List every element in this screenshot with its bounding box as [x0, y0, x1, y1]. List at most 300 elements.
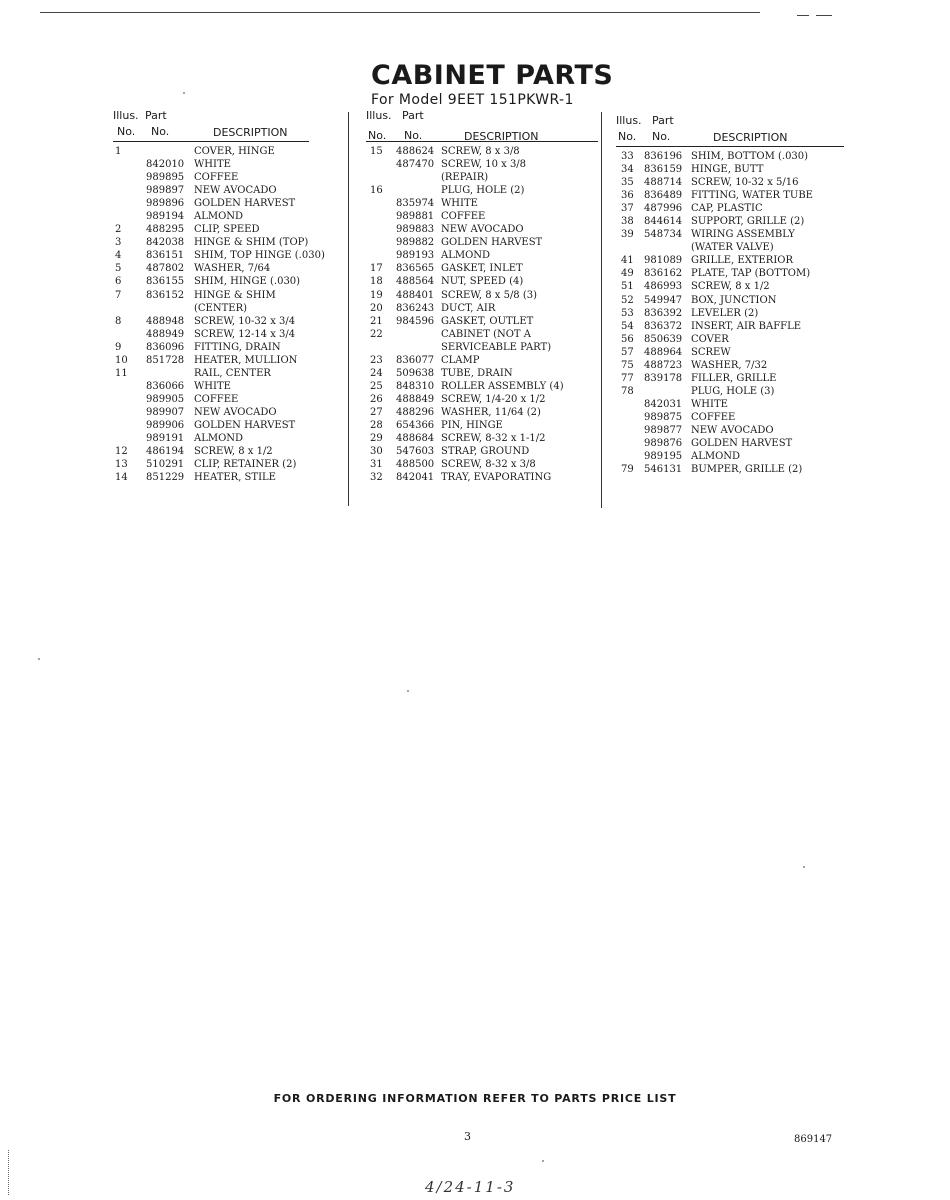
- part-number: 488723: [644, 359, 683, 371]
- part-number: 836372: [644, 320, 683, 332]
- illus-number: 7: [115, 289, 122, 301]
- page-title: CABINET PARTS: [371, 60, 614, 91]
- part-description: CLIP, RETAINER (2): [194, 459, 297, 471]
- illus-number: 2: [115, 224, 122, 236]
- scan-speck: [183, 92, 185, 94]
- part-description: COFFEE: [441, 211, 486, 223]
- illus-number: 77: [621, 372, 634, 384]
- parts-row: [113, 341, 309, 354]
- part-header: Part: [652, 114, 674, 127]
- parts-row: [113, 158, 309, 171]
- illus-no-header: No.: [117, 125, 136, 138]
- scan-speck: [38, 658, 40, 660]
- part-number: 842041: [396, 472, 435, 484]
- illus-number: 28: [370, 419, 383, 431]
- illus-header: Illus.: [113, 109, 139, 122]
- part-description: CAP, PLASTIC: [691, 203, 763, 215]
- part-description: ALMOND: [691, 451, 741, 463]
- part-description: SCREW, 8 x 3/8: [441, 146, 520, 157]
- illus-number: 24: [370, 367, 383, 379]
- parts-row: [366, 380, 598, 393]
- parts-row: [616, 202, 844, 215]
- parts-row: [113, 302, 309, 315]
- part-description: WHITE: [441, 198, 478, 210]
- part-number: 836096: [146, 341, 185, 353]
- part-description: (WATER VALVE): [691, 242, 774, 254]
- illus-number: 5: [115, 263, 122, 275]
- parts-row: [616, 280, 844, 293]
- parts-row: [616, 320, 844, 333]
- part-description: WASHER, 7/32: [691, 359, 768, 371]
- part-description: WASHER, 7/64: [194, 263, 271, 275]
- part-number: 836243: [396, 302, 435, 314]
- part-description: COVER, HINGE: [194, 146, 275, 157]
- parts-list: [616, 150, 844, 476]
- part-number: 546131: [644, 464, 683, 476]
- illus-number: 27: [370, 406, 383, 418]
- part-number: 835974: [396, 198, 435, 210]
- part-number: 989883: [396, 224, 435, 236]
- part-description: COVER: [691, 333, 729, 345]
- part-number: 488401: [396, 289, 435, 301]
- parts-row: [616, 189, 844, 202]
- part-header: Part: [402, 109, 424, 122]
- part-number: 989896: [146, 198, 185, 210]
- document-number: 869147: [794, 1134, 833, 1145]
- parts-row: [113, 419, 309, 432]
- part-description: RAIL, CENTER: [194, 367, 271, 379]
- illus-no-header: No.: [618, 130, 637, 143]
- illus-number: 4: [115, 250, 122, 262]
- parts-row: [113, 367, 309, 380]
- illus-number: 34: [621, 164, 634, 176]
- illus-number: 37: [621, 203, 634, 215]
- parts-row: [113, 184, 309, 197]
- part-number: 989875: [644, 411, 683, 423]
- parts-row: [113, 223, 309, 236]
- part-description: SHIM, TOP HINGE (.030): [194, 250, 325, 262]
- part-description: ALMOND: [194, 211, 244, 223]
- part-description: BOX, JUNCTION: [691, 294, 777, 306]
- part-description: SHIM, BOTTOM (.030): [691, 151, 809, 162]
- parts-row: [616, 359, 844, 372]
- part-number: 488948: [146, 315, 185, 327]
- parts-list: [366, 145, 598, 484]
- illus-number: 19: [370, 289, 383, 301]
- illus-number: 16: [370, 185, 383, 197]
- parts-row: [366, 406, 598, 419]
- illus-number: 12: [115, 446, 128, 458]
- parts-row: [366, 184, 598, 197]
- parts-row: [366, 262, 598, 275]
- illus-number: 10: [115, 354, 128, 366]
- part-number: 836489: [644, 190, 683, 202]
- illus-number: 30: [370, 446, 383, 458]
- part-number: 654366: [396, 419, 435, 431]
- parts-row: [616, 463, 844, 476]
- parts-row: [616, 346, 844, 359]
- part-number: 989876: [644, 438, 683, 450]
- parts-row: [616, 450, 844, 463]
- parts-row: [366, 458, 598, 471]
- part-number: 548734: [644, 229, 683, 241]
- part-number: 486993: [644, 281, 683, 293]
- part-number: 836077: [396, 354, 435, 366]
- illus-number: 1: [115, 146, 122, 157]
- part-number: 851229: [146, 472, 185, 484]
- model-subtitle: For Model 9EET 151PKWR-1: [371, 92, 574, 108]
- part-number: 488564: [396, 276, 435, 288]
- part-description: SCREW, 8 x 5/8 (3): [441, 289, 538, 301]
- page-number: 3: [464, 1130, 471, 1143]
- illus-header: Illus.: [616, 114, 642, 127]
- parts-row: [366, 158, 598, 171]
- part-number: 989881: [396, 211, 435, 223]
- part-description: FITTING, DRAIN: [194, 341, 281, 353]
- top-rule: [40, 12, 760, 13]
- parts-row: [113, 275, 309, 288]
- part-description: WIRING ASSEMBLY: [691, 229, 795, 241]
- part-description: WHITE: [691, 398, 728, 410]
- parts-row: [616, 437, 844, 450]
- part-description: SCREW, 10-32 x 5/16: [691, 177, 799, 189]
- illus-number: 51: [621, 281, 634, 293]
- part-description: SCREW, 10-32 x 3/4: [194, 315, 296, 327]
- scan-speck: [803, 866, 805, 868]
- part-description: WASHER, 11/64 (2): [441, 406, 541, 418]
- parts-column-1: [113, 109, 325, 484]
- illus-number: 41: [621, 255, 634, 267]
- part-description: COFFEE: [194, 172, 239, 184]
- parts-row: [616, 294, 844, 307]
- part-number: 836392: [644, 307, 683, 319]
- part-no-header: No.: [404, 129, 423, 142]
- part-no-header: No.: [151, 125, 170, 138]
- illus-number: 35: [621, 177, 634, 189]
- part-description: GOLDEN HARVEST: [691, 438, 793, 450]
- parts-row: [113, 236, 309, 249]
- parts-row: [366, 367, 598, 380]
- parts-row: [366, 249, 598, 262]
- parts-row: [113, 315, 309, 328]
- parts-row: [616, 385, 844, 398]
- parts-row: [366, 223, 598, 236]
- parts-row: [616, 307, 844, 320]
- scan-speck: [407, 690, 409, 692]
- part-number: 836162: [644, 268, 683, 280]
- illus-number: 39: [621, 229, 634, 241]
- parts-row: [616, 267, 844, 280]
- part-description: NEW AVOCADO: [194, 185, 277, 197]
- part-description: GOLDEN HARVEST: [194, 419, 296, 431]
- part-description: DUCT, AIR: [441, 302, 496, 314]
- part-number: 989877: [644, 424, 683, 436]
- part-number: 487802: [146, 263, 185, 275]
- part-description: HEATER, MULLION: [194, 354, 298, 366]
- part-number: 486194: [146, 446, 185, 458]
- column-header: [113, 109, 309, 142]
- part-number: 989194: [146, 211, 185, 223]
- part-description: SCREW, 1/4-20 x 1/2: [441, 393, 546, 405]
- part-description: COFFEE: [194, 393, 239, 405]
- illus-number: 25: [370, 380, 383, 392]
- part-description: HINGE & SHIM (TOP): [194, 237, 309, 249]
- description-header: DESCRIPTION: [464, 130, 539, 143]
- part-description: FILLER, GRILLE: [691, 372, 777, 384]
- part-number: 509638: [396, 367, 435, 379]
- part-number: 842010: [146, 159, 185, 171]
- handwritten-note: 4/24-11-3: [425, 1178, 516, 1196]
- illus-number: 33: [621, 151, 634, 162]
- parts-row: [366, 432, 598, 445]
- illus-number: 52: [621, 294, 634, 306]
- column-header: [616, 114, 844, 147]
- part-number: 844614: [644, 216, 683, 228]
- part-header: Part: [145, 109, 167, 122]
- illus-number: 38: [621, 216, 634, 228]
- illus-no-header: No.: [368, 129, 387, 142]
- part-number: 547603: [396, 446, 435, 458]
- illus-number: 49: [621, 268, 634, 280]
- parts-row: [616, 163, 844, 176]
- parts-row: [113, 445, 309, 458]
- parts-row: [366, 275, 598, 288]
- part-description: HEATER, STILE: [194, 472, 276, 484]
- part-number: 850639: [644, 333, 683, 345]
- parts-row: [366, 471, 598, 484]
- part-number: 487996: [644, 203, 683, 215]
- illus-number: 29: [370, 433, 383, 445]
- illus-number: 17: [370, 263, 383, 275]
- illus-number: 53: [621, 307, 634, 319]
- part-number: 488296: [396, 406, 435, 418]
- illus-number: 8: [115, 315, 122, 327]
- part-description: BUMPER, GRILLE (2): [691, 464, 803, 476]
- parts-row: [113, 210, 309, 223]
- parts-column-2: [366, 109, 598, 484]
- part-number: 836565: [396, 263, 435, 275]
- illus-number: 20: [370, 302, 383, 314]
- parts-row: [113, 289, 309, 302]
- part-description: SCREW, 8 x 1/2: [194, 446, 273, 458]
- part-description: CLAMP: [441, 354, 480, 366]
- part-description: SUPPORT, GRILLE (2): [691, 216, 805, 228]
- part-description: GASKET, INLET: [441, 263, 523, 275]
- scan-edge-marks: [8, 1150, 10, 1195]
- parts-row: [366, 445, 598, 458]
- top-dash: [816, 15, 832, 16]
- illus-number: 14: [115, 472, 128, 484]
- part-description: (CENTER): [194, 302, 248, 314]
- part-description: ALMOND: [194, 433, 244, 445]
- part-description: CABINET (NOT A: [441, 328, 531, 340]
- part-number: 488714: [644, 177, 683, 189]
- parts-row: [113, 354, 309, 367]
- illus-number: 32: [370, 472, 383, 484]
- illus-number: 36: [621, 190, 634, 202]
- parts-row: [366, 171, 598, 184]
- part-description: ALMOND: [441, 250, 491, 262]
- illus-number: 21: [370, 315, 383, 327]
- illus-number: 15: [370, 146, 383, 157]
- part-number: 848310: [396, 380, 435, 392]
- part-description: GASKET, OUTLET: [441, 315, 534, 327]
- parts-row: [113, 458, 309, 471]
- part-number: 989895: [146, 172, 185, 184]
- illus-number: 56: [621, 333, 634, 345]
- part-description: FITTING, WATER TUBE: [691, 190, 813, 202]
- parts-row: [616, 254, 844, 267]
- part-number: 836151: [146, 250, 185, 262]
- parts-row: [366, 393, 598, 406]
- part-description: ROLLER ASSEMBLY (4): [441, 380, 564, 392]
- part-number: 851728: [146, 354, 185, 366]
- parts-row: [366, 210, 598, 223]
- parts-row: [113, 249, 325, 262]
- illus-number: 18: [370, 276, 383, 288]
- part-number: 989905: [146, 393, 185, 405]
- description-header: DESCRIPTION: [713, 131, 788, 144]
- part-description: SERVICEABLE PART): [441, 341, 552, 353]
- part-description: HINGE, BUTT: [691, 164, 764, 176]
- illus-header: Illus.: [366, 109, 392, 122]
- part-number: 488295: [146, 224, 185, 236]
- illus-number: 11: [115, 367, 128, 379]
- part-number: 836152: [146, 289, 185, 301]
- parts-row: [113, 262, 309, 275]
- part-number: 549947: [644, 294, 683, 306]
- part-number: 989897: [146, 185, 185, 197]
- part-description: NEW AVOCADO: [194, 406, 277, 418]
- part-description: WHITE: [194, 380, 231, 392]
- part-description: TRAY, EVAPORATING: [441, 472, 552, 484]
- part-description: PLATE, TAP (BOTTOM): [691, 268, 811, 280]
- parts-column-3: [616, 114, 844, 476]
- part-number: 488849: [396, 393, 435, 405]
- parts-row: [113, 406, 309, 419]
- parts-row: [616, 424, 844, 437]
- illus-number: 9: [115, 341, 122, 353]
- part-description: SCREW, 8 x 1/2: [691, 281, 770, 293]
- part-number: 984596: [396, 315, 435, 327]
- parts-row: [366, 197, 598, 210]
- illus-number: 78: [621, 385, 634, 397]
- parts-row: [616, 398, 844, 411]
- parts-row: [366, 341, 598, 354]
- parts-row: [616, 215, 844, 228]
- part-number: 989195: [644, 451, 683, 463]
- part-description: SHIM, HINGE (.030): [194, 276, 301, 288]
- parts-row: [366, 145, 598, 158]
- part-number: 842031: [644, 398, 683, 410]
- parts-row: [616, 228, 844, 241]
- part-number: 488624: [396, 146, 435, 157]
- illus-number: 54: [621, 320, 634, 332]
- part-no-header: No.: [652, 130, 671, 143]
- parts-row: [366, 315, 598, 328]
- parts-row: [113, 432, 309, 445]
- parts-row: [366, 328, 598, 341]
- part-description: TUBE, DRAIN: [441, 367, 513, 379]
- parts-row: [616, 150, 844, 163]
- illus-number: 6: [115, 276, 122, 288]
- parts-row: [616, 411, 844, 424]
- illus-number: 13: [115, 459, 128, 471]
- column-divider: [348, 112, 349, 506]
- parts-row: [113, 328, 309, 341]
- part-description: GOLDEN HARVEST: [441, 237, 543, 249]
- top-dash: [797, 15, 809, 16]
- illus-number: 31: [370, 459, 383, 471]
- parts-row: [616, 372, 844, 385]
- part-description: NEW AVOCADO: [441, 224, 524, 236]
- parts-row: [113, 197, 309, 210]
- illus-number: 26: [370, 393, 383, 405]
- part-description: CLIP, SPEED: [194, 224, 260, 236]
- column-divider: [601, 112, 602, 508]
- part-description: (REPAIR): [441, 172, 489, 184]
- parts-row: [113, 380, 309, 393]
- part-number: 510291: [146, 459, 185, 471]
- part-number: 981089: [644, 255, 683, 267]
- parts-row: [616, 241, 844, 254]
- part-number: 989907: [146, 406, 185, 418]
- part-description: COFFEE: [691, 411, 736, 423]
- part-description: SCREW, 8-32 x 1-1/2: [441, 433, 546, 445]
- part-description: PLUG, HOLE (3): [691, 385, 775, 397]
- part-description: HINGE & SHIM: [194, 289, 276, 301]
- illus-number: 3: [115, 237, 122, 249]
- part-description: LEVELER (2): [691, 307, 759, 319]
- part-description: GOLDEN HARVEST: [194, 198, 296, 210]
- illus-number: 23: [370, 354, 383, 366]
- part-number: 488684: [396, 433, 435, 445]
- part-description: SCREW, 12-14 x 3/4: [194, 328, 296, 340]
- part-description: PIN, HINGE: [441, 419, 503, 431]
- parts-row: [113, 171, 309, 184]
- part-description: PLUG, HOLE (2): [441, 185, 525, 197]
- parts-row: [616, 176, 844, 189]
- parts-row: [616, 333, 844, 346]
- part-description: SCREW, 8-32 x 3/8: [441, 459, 536, 471]
- part-number: 989191: [146, 433, 185, 445]
- parts-row: [366, 354, 598, 367]
- part-number: 989906: [146, 419, 185, 431]
- part-number: 989882: [396, 237, 435, 249]
- part-description: GRILLE, EXTERIOR: [691, 255, 794, 267]
- part-description: SCREW: [691, 346, 731, 358]
- illus-number: 75: [621, 359, 634, 371]
- parts-row: [113, 145, 309, 158]
- ordering-footer: FOR ORDERING INFORMATION REFER TO PARTS PRICE LIST: [273, 1092, 677, 1105]
- part-number: 488500: [396, 459, 435, 471]
- parts-list: [113, 145, 325, 484]
- part-number: 989193: [396, 250, 435, 262]
- part-description: STRAP, GROUND: [441, 446, 530, 458]
- part-description: INSERT, AIR BAFFLE: [691, 320, 802, 332]
- part-description: NUT, SPEED (4): [441, 276, 524, 288]
- illus-number: 22: [370, 328, 383, 340]
- part-number: 836155: [146, 276, 185, 288]
- description-header: DESCRIPTION: [213, 126, 288, 139]
- part-description: SCREW, 10 x 3/8: [441, 159, 527, 171]
- parts-row: [366, 236, 598, 249]
- column-header: [366, 109, 598, 142]
- part-number: 488949: [146, 328, 185, 340]
- parts-row: [113, 471, 309, 484]
- parts-row: [366, 419, 598, 432]
- part-number: 839178: [644, 372, 683, 384]
